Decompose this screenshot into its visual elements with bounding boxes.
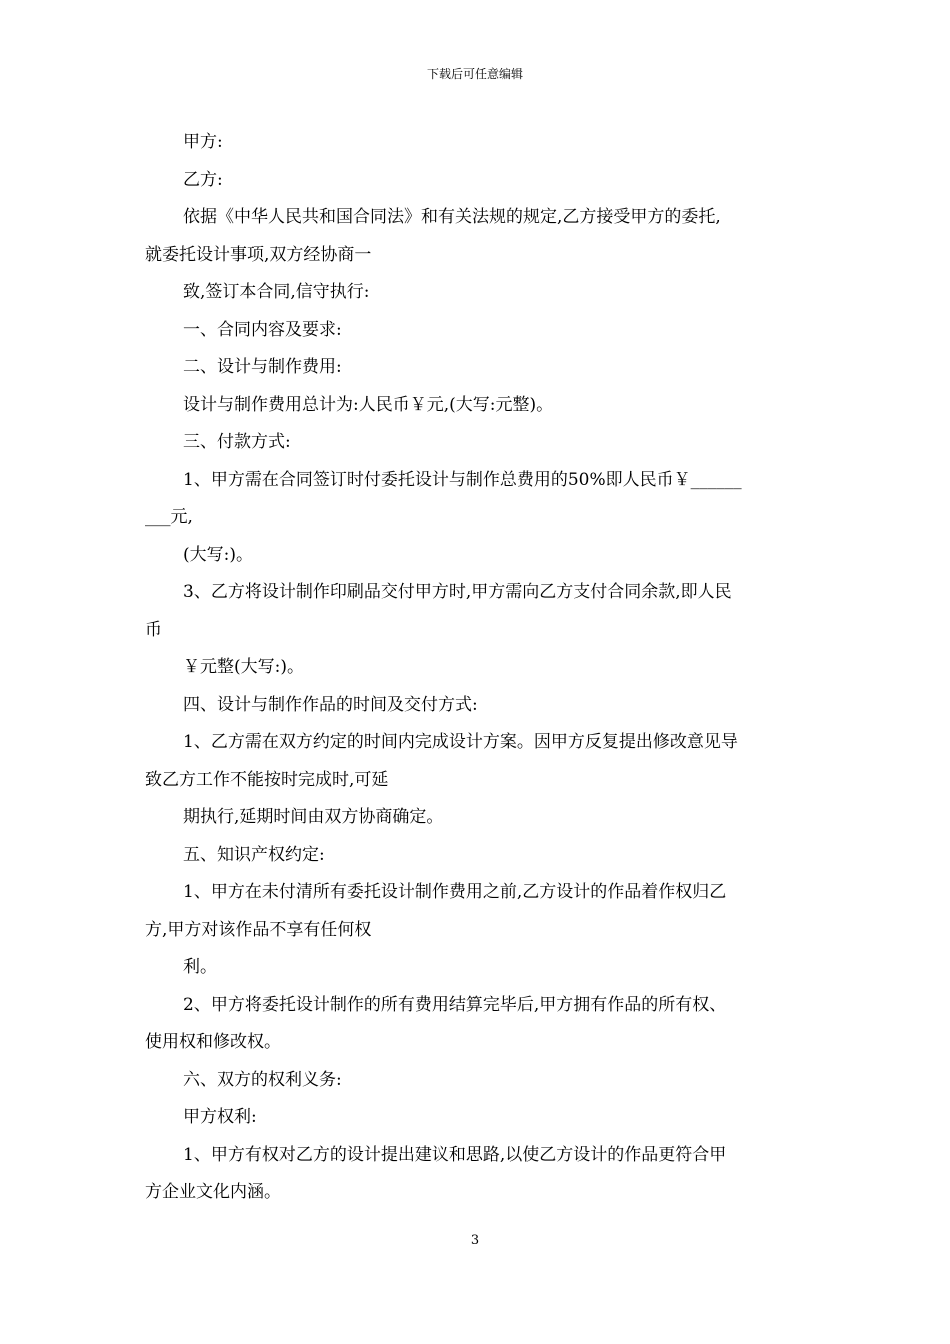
paragraph-line: 方,甲方对该作品不享有任何权	[145, 919, 372, 940]
paragraph-line: 方企业文化内涵。	[145, 1182, 281, 1202]
section-heading: 三、付款方式:	[183, 432, 291, 452]
section-heading: 二、设计与制作费用:	[183, 357, 342, 377]
page-number: 3	[470, 1233, 480, 1248]
paragraph-line: 币	[145, 619, 162, 640]
paragraph-line: 致,签订本合同,信守执行:	[183, 282, 370, 302]
document-body	[145, 124, 807, 1212]
paragraph-line: 依据《中华人民共和国合同法》和有关法规的规定,乙方接受甲方的委托,	[183, 207, 721, 227]
paragraph-line: 1、甲方在未付清所有委托设计制作费用之前,乙方设计的作品着作权归乙	[183, 882, 727, 902]
paragraph-line: 致乙方工作不能按时完成时,可延	[145, 769, 389, 790]
section-heading: 四、设计与制作作品的时间及交付方式:	[183, 694, 478, 715]
paragraph-line: 3、乙方将设计制作印刷品交付甲方时,甲方需向乙方支付合同余款,即人民	[183, 582, 732, 602]
paragraph-line: 使用权和修改权。	[145, 1032, 281, 1052]
paragraph-line: 1、乙方需在双方约定的时间内完成设计方案。因甲方反复提出修改意见导	[183, 732, 738, 752]
section-heading: 六、双方的权利义务:	[183, 1069, 342, 1090]
party-a-line: 甲方:	[183, 132, 223, 152]
paragraph-line: 利。	[183, 957, 217, 977]
party-b-line: 乙方:	[183, 169, 223, 190]
paragraph-line: 1、甲方有权对乙方的设计提出建议和思路,以使乙方设计的作品更符合甲	[183, 1144, 727, 1165]
paragraph-line: 设计与制作费用总计为:人民币￥元,(大写:元整)。	[183, 394, 554, 415]
paragraph-line: 期执行,延期时间由双方协商确定。	[183, 807, 444, 827]
paragraph-line: 1、甲方需在合同签订时付委托设计与制作总费用的50%即人民币￥______	[183, 469, 742, 490]
section-heading: 一、合同内容及要求:	[183, 319, 342, 340]
page-header: 下载后可任意编辑	[426, 67, 523, 81]
subsection-heading: 甲方权利:	[183, 1107, 257, 1127]
section-heading: 五、知识产权约定:	[183, 844, 325, 865]
paragraph-line: ￥元整(大写:)。	[183, 657, 304, 677]
paragraph-line: ___元,	[145, 507, 193, 527]
paragraph-line: 2、甲方将委托设计制作的所有费用结算完毕后,甲方拥有作品的所有权、	[183, 994, 727, 1015]
paragraph-line: (大写:)。	[183, 544, 253, 565]
paragraph-line: 就委托设计事项,双方经协商一	[145, 244, 372, 265]
